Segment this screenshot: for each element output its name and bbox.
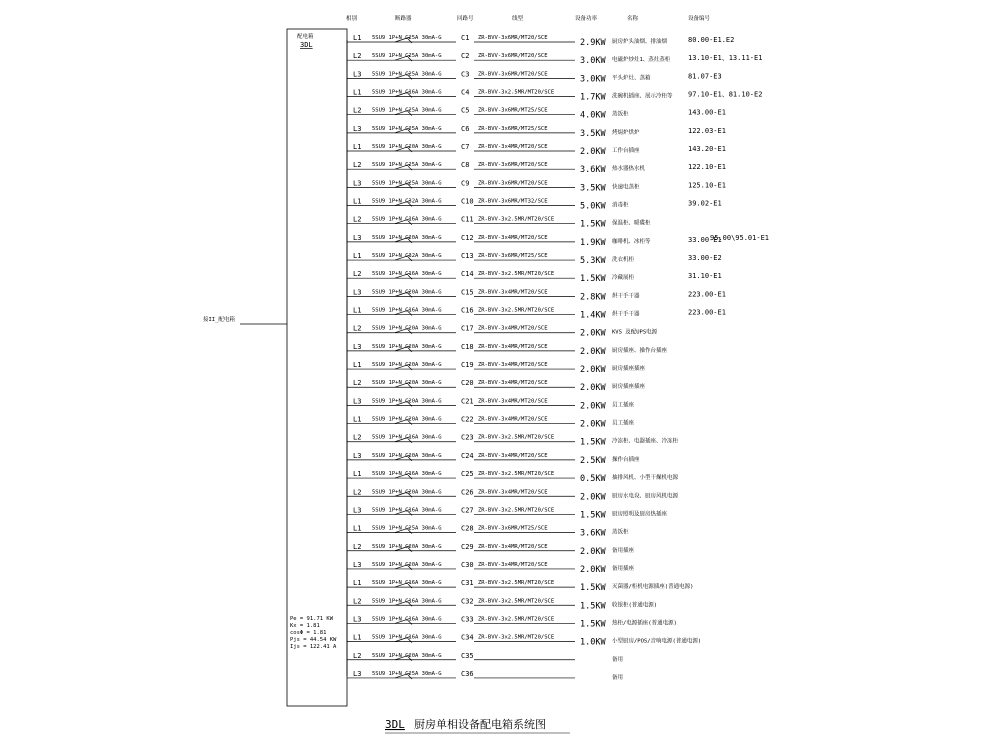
cable-spec: ZR-BVV-3x2.5MR/MT20/SCE [478,507,555,514]
load-name: 烘干手干器 [612,293,640,300]
power-value: 3.0KW [580,56,606,67]
power-value: 2.0KW [580,147,606,158]
circuit-row [347,670,623,681]
power-value: 1.7KW [580,92,606,103]
load-name: 备用插座 [612,547,635,554]
breaker-spec: 5SU9 1P+N C25A 30mA-G [372,525,442,532]
cable-spec: ZR-BVV-3x2.5MR/MT20/SCE [478,434,555,441]
circuit-row [347,270,722,284]
breaker-spec: 5SU9 1P+N C25A 30mA-G [372,162,442,169]
circuit-row [347,307,726,321]
cable-spec: ZR-BVV-3x4MR/MT20/SCE [478,234,548,241]
equipment-code: 223.00-E1 [688,290,726,299]
circuit-number: C27 [461,506,474,515]
cable-spec: ZR-BVV-3x4MR/MT20/SCE [478,380,548,387]
circuit-row [347,434,679,448]
panel-name: 3DL [300,41,313,49]
power-value: 1.9KW [580,237,606,248]
circuit-row [347,397,635,411]
phase-label: L2 [353,106,362,115]
cable-spec: ZR-BVV-3x4MR/MT20/SCE [478,325,548,332]
circuit-row [347,470,679,484]
phase-label: L3 [353,615,362,624]
load-name: 烘干手干器 [612,311,640,318]
phase-label: L3 [353,124,362,133]
power-value: 2.0KW [580,346,606,357]
load-summary [290,616,337,650]
breaker-spec: 5SU9 1P+N C16A 30mA-G [372,271,442,278]
circuit-row [347,107,726,121]
load-name: 保温柜、暖碟柜 [612,220,651,227]
load-name: 员工插座 [612,402,635,409]
circuit-number: C9 [461,179,470,188]
phase-label: L2 [353,270,362,279]
circuit-number: C12 [461,233,474,242]
circuit-row [347,379,646,393]
power-value: 3.5KW [580,128,606,139]
load-name: 洗衣机柜 [612,257,635,264]
phase-label: L1 [353,88,362,97]
phase-label: L3 [353,451,362,460]
load-name: 抽排风机、小型干燥机电源 [612,475,679,482]
circuit-row [347,89,762,103]
circuit-row [347,125,726,139]
circuit-number: C19 [461,361,474,370]
circuit-number: C4 [461,88,470,97]
load-name: 蒸饭柜 [612,111,629,118]
circuit-row [347,234,722,248]
circuit-number: C30 [461,560,474,569]
power-value: 1.5KW [580,583,606,594]
phase-label: L2 [353,379,362,388]
summary-pe: Pe = 91.71 KW [290,616,334,622]
power-value: 2.0KW [580,401,606,412]
cable-spec: ZR-BVV-3x4MR/MT20/SCE [478,362,548,369]
phase-label: L3 [353,560,362,569]
cable-spec: ZR-BVV-3x2.5MR/MT20/SCE [478,89,555,96]
load-name: 消毒柜 [612,202,629,209]
circuit-row [347,288,726,302]
cable-spec: ZR-BVV-3x6MR/MT20/SCE [478,53,548,60]
circuit-number: C28 [461,524,474,533]
power-value: 2.5KW [580,455,606,466]
breaker-spec: 5SU9 1P+N C16A 30mA-G [372,507,442,514]
power-value: 2.0KW [580,546,606,557]
load-name: 灭菌器/柜机电源插座(普通电源) [612,584,694,591]
equipment-code: 143.00-E1 [688,108,726,117]
circuit-number: C5 [461,106,470,115]
circuit-number: C33 [461,615,474,624]
breaker-spec: 5SU9 1P+N C20A 30mA-G [372,325,442,332]
circuit-number: C31 [461,579,474,588]
load-name: 小型厨房/POS/音响电源(普通电源) [612,638,702,645]
power-value: 3.6KW [580,165,606,176]
breaker-spec: 5SU9 1P+N C16A 30mA-G [372,634,442,641]
equipment-code: 122.10-E1 [688,163,726,172]
equipment-code: 33.00-E1 [688,235,722,244]
equipment-code: 143.20-E1 [688,145,726,154]
power-value: 3.0KW [580,74,606,85]
load-name: 操作台插座 [612,456,640,463]
header-name: 名称 [627,16,639,22]
phase-label: L3 [353,70,362,79]
circuit-number: C15 [461,288,474,297]
breaker-spec: 5SU9 1P+N C16A 30mA-G [372,307,442,314]
cable-spec: ZR-BVV-3x6MR/MT20/SCE [478,71,548,78]
equipment-code: 33.00-E2 [688,254,722,263]
power-value: 1.5KW [580,510,606,521]
circuit-row [347,488,679,502]
circuit-row [347,252,722,266]
cable-spec: ZR-BVV-3x2.5MR/MT20/SCE [478,271,555,278]
cable-spec: ZR-BVV-3x2.5MR/MT20/SCE [478,471,555,478]
power-value: 1.5KW [580,619,606,630]
circuit-row [347,179,726,193]
breaker-spec: 5SU9 1P+N C16A 30mA-G [372,598,442,605]
circuit-number: C17 [461,324,474,333]
circuit-row [347,34,734,48]
circuit-number: C29 [461,542,474,551]
circuit-rows [347,34,762,681]
phase-label: L2 [353,433,362,442]
phase-label: L1 [353,143,362,152]
header-breaker: 断路器 [395,16,412,22]
circuit-row [347,579,693,593]
phase-label: L2 [353,324,362,333]
summary-cos: cosΦ = 1.81 [290,630,327,636]
power-value: 1.4KW [580,310,606,321]
load-name: 烤焗炉烘炉 [612,129,640,136]
header-cable: 线型 [512,16,524,22]
circuit-row [347,452,640,466]
panel-label: 配电箱 [297,34,314,40]
circuit-row [347,615,677,629]
cable-spec: ZR-BVV-3x6MR/MT20/SCE [478,180,548,187]
circuit-number: C35 [461,651,474,660]
circuit-number: C2 [461,52,470,61]
breaker-spec: 5SU9 1P+N C16A 30mA-G [372,580,442,587]
breaker-spec: 5SU9 1P+N C25A 30mA-G [372,107,442,114]
breaker-spec: 5SU9 1P+N C16A 30mA-G [372,434,442,441]
circuit-row [347,543,635,557]
phase-label: L3 [353,179,362,188]
power-value: 0.5KW [580,474,606,485]
phase-label: L1 [353,306,362,315]
circuit-number: C11 [461,215,474,224]
circuit-row [347,52,762,66]
load-name: 备用 [612,674,624,681]
cable-spec: ZR-BVV-3x4MR/MT20/SCE [478,144,548,151]
breaker-spec: 5SU9 1P+N C16A 30mA-G [372,216,442,223]
breaker-spec: 5SU9 1P+N C32A 30mA-G [372,253,442,260]
phase-label: L2 [353,597,362,606]
load-name: 蒸饭柜 [612,529,629,536]
circuit-number: C10 [461,197,474,206]
breaker-spec: 5SU9 1P+N C20A 30mA-G [372,343,442,350]
power-value: 1.5KW [580,601,606,612]
cable-spec: ZR-BVV-3x6MR/MT25/SCE [478,125,548,132]
breaker-spec: 5SU9 1P+N C20A 30mA-G [372,416,442,423]
circuit-number: C20 [461,379,474,388]
power-value: 2.0KW [580,365,606,376]
circuit-row [347,634,701,648]
circuit-number: C22 [461,415,474,424]
cable-spec: ZR-BVV-3x2.5MR/MT20/SCE [478,616,555,623]
equipment-code: 223.00-E1 [688,308,726,317]
load-name: 厨房照明及厨房热插座 [612,511,668,518]
breaker-spec: 5SU9 1P+N C20A 30mA-G [372,561,442,568]
circuit-row [347,216,651,230]
circuit-number: C32 [461,597,474,606]
cable-spec: ZR-BVV-3x4MR/MT20/SCE [478,489,548,496]
breaker-spec: 5SU9 1P+N C25A 30mA-G [372,125,442,132]
power-value: 2.8KW [580,292,606,303]
breaker-spec: 5SU9 1P+N C20A 30mA-G [372,489,442,496]
circuit-row [347,506,668,520]
breaker-spec: 5SU9 1P+N C20A 30mA-G [372,543,442,550]
summary-pjs: Pjs = 44.54 KW [290,637,337,643]
breaker-spec: 5SU9 1P+N C16A 30mA-G [372,471,442,478]
load-name: 员工插座 [612,420,635,427]
circuit-number: C16 [461,306,474,315]
load-name: 工作台插座 [612,148,640,155]
phase-label: L3 [353,669,362,678]
breaker-spec: 5SU9 1P+N C16A 30mA-G [372,89,442,96]
circuit-row [347,143,726,157]
phase-label: L1 [353,34,362,42]
phase-label: L1 [353,197,362,206]
cable-spec: ZR-BVV-3x6MR/MT25/SCE [478,107,548,114]
phase-label: L2 [353,488,362,497]
power-value: 3.5KW [580,183,606,194]
cable-spec: ZR-BVV-3x2.5MR/MT20/SCE [478,580,555,587]
power-value: 2.0KW [580,383,606,394]
cable-spec: ZR-BVV-3x6MR/MT20/SCE [478,162,548,169]
power-value: 1.5KW [580,219,606,230]
phase-label: L3 [353,397,362,406]
header-power: 设备功率 [575,16,598,22]
power-value: 2.0KW [580,492,606,503]
circuit-number: C23 [461,433,474,442]
circuit-row [347,361,646,375]
breaker-spec: 5SU9 1P+N C20A 30mA-G [372,144,442,151]
load-name: 平头炉灶、蒸箱 [612,75,651,82]
equipment-code: 31.10-E1 [688,272,722,281]
breaker-spec: 5SU9 1P+N C25A 30mA-G [372,35,442,41]
load-name: 洗碗机插座、展示冷柜等 [612,93,673,100]
load-name: 热水器热水机 [612,166,646,173]
equipment-code: 125.10-E1 [688,181,726,190]
header-phase: 相别 [346,16,358,22]
cable-spec: ZR-BVV-3x4MR/MT20/SCE [478,416,548,423]
breaker-spec: 5SU9 1P+N C20A 30mA-G [372,652,442,659]
phase-label: L1 [353,470,362,479]
circuit-number: C14 [461,270,474,279]
phase-label: L3 [353,233,362,242]
circuit-row [347,652,623,663]
phase-label: L2 [353,651,362,660]
phase-label: L1 [353,633,362,642]
phase-label: L3 [353,506,362,515]
circuit-row [347,525,629,539]
load-name: 收银柜(普通电源) [612,602,658,609]
phase-label: L2 [353,52,362,61]
equipment-code: 13.10-E1、13.11-E1 [688,54,763,63]
power-value: 5.0KW [580,201,606,212]
circuit-number: C13 [461,252,474,261]
circuit-number: C36 [461,669,474,678]
circuit-number: C24 [461,451,474,460]
phase-label: L3 [353,342,362,351]
power-value: 2.0KW [580,328,606,339]
cable-spec: ZR-BVV-3x4MR/MT20/SCE [478,561,548,568]
circuit-number: C6 [461,124,470,133]
load-name: 快速电蒸柜 [612,184,640,191]
equipment-code: 81.07-E3 [688,72,722,81]
circuit-number: C21 [461,397,474,406]
circuit-row [347,343,668,357]
cable-spec: ZR-BVV-3x6MR/MT20/SCE [478,35,548,41]
circuit-number: C26 [461,488,474,497]
breaker-spec: 5SU9 1P+N C20A 30mA-G [372,452,442,459]
caption-code: 3DL [385,718,405,731]
breaker-spec: 5SU9 1P+N C20A 30mA-G [372,380,442,387]
breaker-spec: 5SU9 1P+N C20A 30mA-G [372,289,442,296]
summary-ijs: Ijs = 122.41 A [290,644,337,650]
breaker-spec: 5SU9 1P+N C25A 30mA-G [372,71,442,78]
circuit-row [347,561,635,575]
breaker-spec: 5SU9 1P+N C32A 30mA-G [372,198,442,205]
load-name: 备用插座 [612,565,635,572]
cable-spec: ZR-BVV-3x6MR/MT25/SCE [478,525,548,532]
cable-spec: ZR-BVV-3x4MR/MT20/SCE [478,343,548,350]
phase-label: L1 [353,524,362,533]
power-value: 2.0KW [580,564,606,575]
circuit-number: C34 [461,633,474,642]
breaker-spec: 5SU9 1P+N C20A 30mA-G [372,398,442,405]
cable-spec: ZR-BVV-3x4MR/MT20/SCE [478,452,548,459]
caption-title: 厨房单相设备配电箱系统图 [414,718,546,731]
phase-label: L3 [353,288,362,297]
circuit-number: C1 [461,34,470,42]
load-name: 厨房炉头油烟、排油烟 [612,39,668,45]
phase-label: L2 [353,542,362,551]
equipment-code: 39.02-E1 [688,199,722,208]
breaker-spec: 5SU9 1P+N C20A 30mA-G [372,234,442,241]
power-value: 1.5KW [580,274,606,285]
breaker-spec: 5SU9 1P+N C25A 30mA-G [372,670,442,677]
power-value: 3.6KW [580,528,606,539]
load-name: 厨房插座插座 [612,366,646,373]
cable-spec: ZR-BVV-3x4MR/MT20/SCE [478,289,548,296]
load-name: 厨房插座插座 [612,384,646,391]
extra-equipment-code: 95.00\95.01-E1 [710,234,770,242]
load-name: 咖啡机、冰柜等 [612,238,651,245]
load-name: 热柜/电源插座(普通电源) [612,620,677,627]
equipment-code: 80.00-E1.E2 [688,36,735,44]
phase-label: L1 [353,579,362,588]
incoming-label: 接II_配电箱 [203,317,235,323]
breaker-spec: 5SU9 1P+N C25A 30mA-G [372,180,442,187]
circuit-number: C8 [461,161,470,170]
load-name: 冷冻柜、电器插座、冷冻柜 [612,438,679,445]
circuit-number: C3 [461,70,470,79]
cable-spec: ZR-BVV-3x6MR/MT32/SCE [478,198,548,205]
breaker-spec: 5SU9 1P+N C25A 30mA-G [372,53,442,60]
power-value: 1.0KW [580,637,606,648]
circuit-row [347,416,635,430]
breaker-spec: 5SU9 1P+N C16A 30mA-G [372,616,442,623]
cable-spec: ZR-BVV-3x2.5MR/MT20/SCE [478,598,555,605]
load-name: 电磁炉炒灶1、蒸灶蒸柜 [612,57,671,64]
cable-spec: ZR-BVV-3x2.5MR/MT20/SCE [478,307,555,314]
cable-spec: ZR-BVV-3x4MR/MT20/SCE [478,398,548,405]
power-value: 5.3KW [580,256,606,267]
phase-label: L2 [353,161,362,170]
panel-box [287,29,347,706]
phase-label: L1 [353,415,362,424]
load-name: 冷藏展柜 [612,275,635,282]
load-name: KVS 及配UPS电源 [612,329,658,336]
power-value: 4.0KW [580,110,606,121]
power-value: 2.0KW [580,419,606,430]
power-value: 2.9KW [580,38,606,48]
equipment-code: 97.10-E1、81.10-E2 [688,90,763,99]
circuit-number: C7 [461,143,470,152]
power-value: 1.5KW [580,437,606,448]
circuit-row [347,70,722,84]
header-circuit: 回路号 [457,16,474,22]
cable-spec: ZR-BVV-3x2.5MR/MT20/SCE [478,634,555,641]
circuit-row [347,597,657,611]
cable-spec: ZR-BVV-3x2.5MR/MT20/SCE [478,216,555,223]
cable-spec: ZR-BVV-3x4MR/MT20/SCE [478,543,548,550]
load-name: 厨房水电设、厨房风机电源 [612,493,679,500]
header-equipment-no: 设备编号 [688,16,711,22]
circuit-row [347,198,722,212]
phase-label: L1 [353,252,362,261]
circuit-number: C25 [461,470,474,479]
summary-kx: Kx = 1.81 [290,623,320,629]
phase-label: L1 [353,361,362,370]
breaker-spec: 5SU9 1P+N C20A 30mA-G [372,362,442,369]
load-name: 厨房插座、操作台插座 [612,347,668,354]
circuit-row [347,325,658,339]
phase-label: L2 [353,215,362,224]
load-name: 备用 [612,656,624,663]
circuit-row [347,161,726,175]
cable-spec: ZR-BVV-3x6MR/MT25/SCE [478,253,548,260]
equipment-code: 122.03-E1 [688,126,726,135]
circuit-number: C18 [461,342,474,351]
